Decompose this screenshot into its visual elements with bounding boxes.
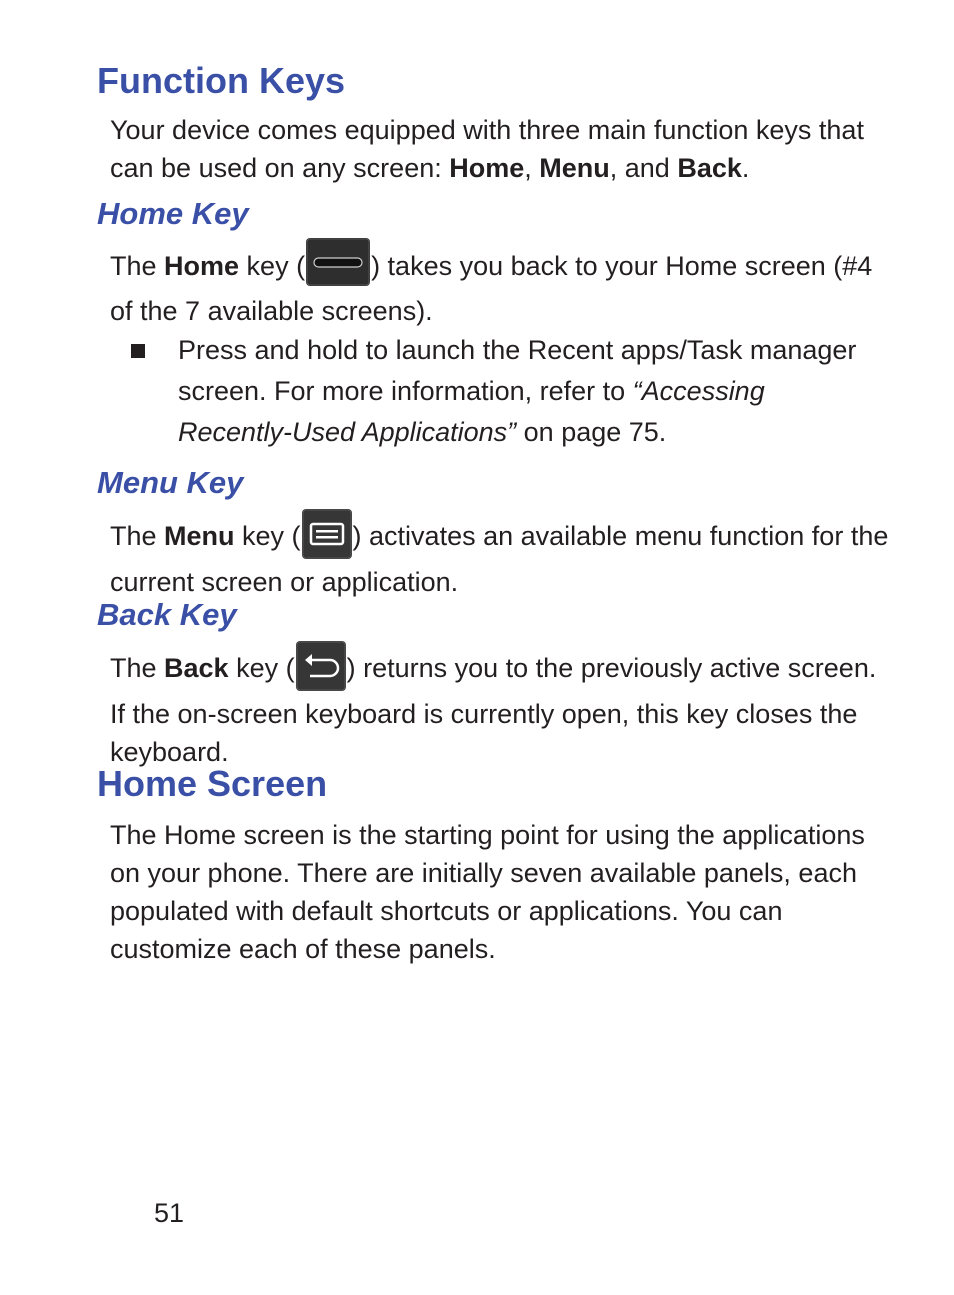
back-key-heading: Back Key [97, 597, 237, 632]
home-screen-description: The Home screen is the starting point for using the applications on your phone. There are initially seven available panels, each populated with default shortcuts or applications. You can customize each of these panels. [110, 820, 865, 964]
function-keys-intro: Your device comes equipped with three main function keys that can be used on any screen: Home, Menu, and Back. [110, 115, 864, 183]
home-key-icon [306, 238, 370, 286]
home-key-bullet-text: Press and hold to launch the Recent apps/Task manager screen. For more information, refer to “Accessing Recently-Used Applications” on page 75. [178, 335, 857, 447]
home-key-description: The Home key ( ) takes you back to your Home screen (#4 of the 7 available screens). [110, 244, 890, 330]
home-screen-heading: Home Screen [97, 763, 328, 804]
bullet-marker [131, 344, 145, 358]
menu-key-heading: Menu Key [97, 465, 244, 500]
page-number: 51 [154, 1198, 185, 1228]
back-key-icon [296, 641, 346, 691]
home-key-heading: Home Key [97, 196, 249, 231]
menu-key-icon [302, 509, 352, 559]
function-keys-heading: Function Keys [97, 60, 346, 101]
back-key-description: The Back key ( ) returns you to the previously active screen. If the on-screen keyboard is currently open, this key closes the keyboard. [110, 645, 890, 771]
menu-key-description: The Menu key ( ) activates an available menu function for the current screen or application. [110, 513, 890, 601]
